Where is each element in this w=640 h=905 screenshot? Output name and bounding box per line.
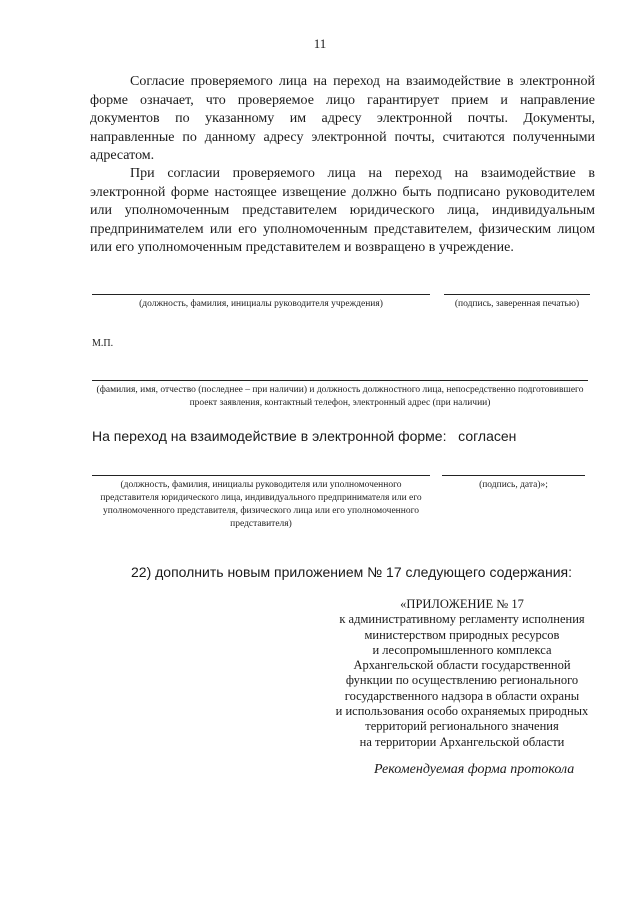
paragraph-signing-requirement	[90, 165, 595, 258]
signature-line-representative	[92, 475, 430, 476]
stamp-mark: М.П.	[92, 338, 114, 349]
signature-line-date	[442, 475, 585, 476]
appendix-line: и использования особо охраняемых природных	[335, 704, 589, 719]
appendix-line: функции по осуществлению регионального	[345, 673, 579, 688]
appendix-line: к административному регламенту исполнения	[339, 612, 585, 627]
signature-line-preparer	[92, 380, 588, 381]
appendix-header	[306, 597, 618, 750]
caption-preparer: (фамилия, имя, отчество (последнее – при наличии) и должность должностного лица, непосредственно подготовившего проект заявления, контактный телефон, электронный адрес (при наличии)	[96, 385, 584, 408]
paragraph-text: Согласие проверяемого лица на переход на взаимодействие в электронной форме означает, что проверяемое лицо гарантирует прием и направление документов по указанному им адресу электронной почты. Документы, направленные по данному адресу электронной почты, считаются полученными адресатом.	[90, 74, 595, 163]
recommended-form-title: Рекомендуемая форма протокола	[374, 762, 575, 777]
caption-sealed-signature: (подпись, заверенная печатью)	[454, 299, 580, 309]
appendix-line: на территории Архангельской области	[359, 734, 565, 749]
amendment-text: 22) дополнить новым приложением № 17 следующего содержания:	[131, 564, 572, 580]
paragraph-consent-meaning	[90, 73, 595, 166]
consent-value: согласен	[458, 428, 517, 444]
appendix-line: Архангельской области государственной	[353, 658, 571, 673]
signature-line-sealed	[444, 294, 590, 295]
appendix-line: государственного надзора в области охраны	[344, 688, 580, 703]
consent-line	[92, 428, 516, 444]
appendix-line: «ПРИЛОЖЕНИЕ № 17	[400, 597, 524, 611]
paragraph-text: При согласии проверяемого лица на переход на взаимодействие в электронной форме настоящее извещение должно быть подписано руководителем или уполномоченным представителем юридического лица, индивидуальным предпринимателем или его уполномоченным представителем, физическим лицом или его уполномоченным представителем и возвращено в учреждение.	[90, 166, 595, 255]
caption-signature-date: (подпись, дата)»;	[479, 480, 548, 490]
consent-label: На переход на взаимодействие в электронной форме:	[92, 428, 447, 444]
signature-line-head	[92, 294, 430, 295]
appendix-line: министерством природных ресурсов	[364, 627, 560, 642]
page-number: 11	[313, 36, 327, 51]
caption-representative: (должность, фамилия, инициалы руководителя или уполномоченного представителя юридического лица, индивидуального предпринимателя или его уполномоченного представителя, физического лица или его уполномоченного представителя)	[100, 480, 422, 529]
caption-head-position: (должность, фамилия, инициалы руководителя учреждения)	[139, 299, 383, 309]
appendix-line: и лесопромышленного комплекса	[372, 642, 552, 657]
appendix-line: территорий регионального значения	[365, 719, 559, 734]
